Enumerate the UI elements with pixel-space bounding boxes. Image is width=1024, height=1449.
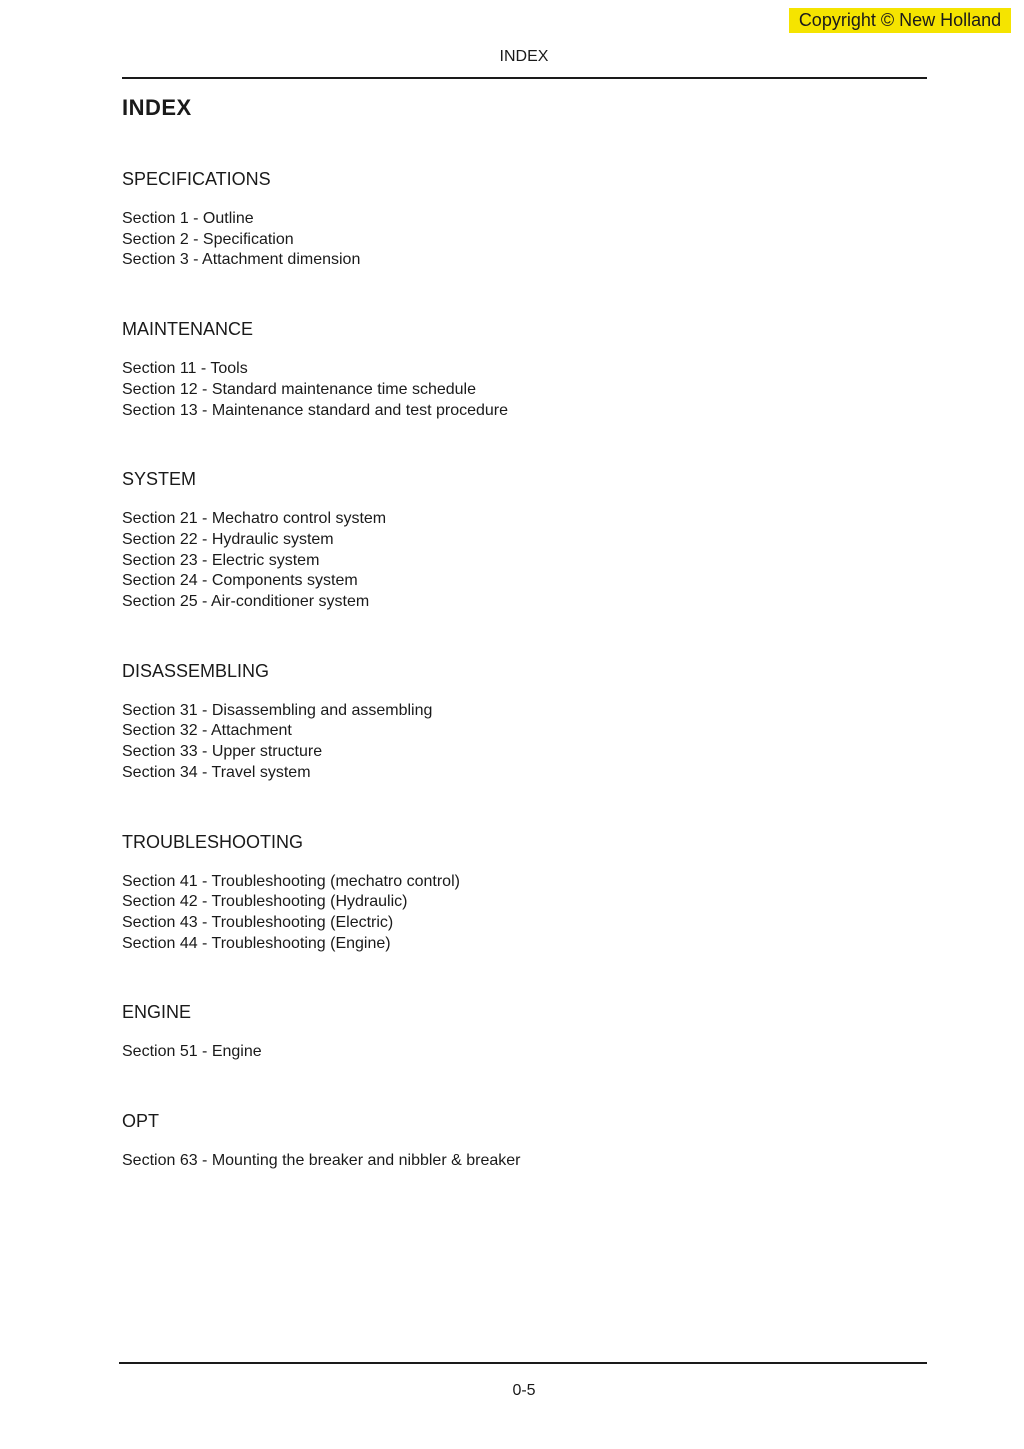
header-rule [122, 77, 927, 79]
group-heading: SPECIFICATIONS [122, 169, 271, 189]
toc-entry[interactable]: Section 42 - Troubleshooting (Hydraulic) [122, 893, 408, 911]
toc-entry[interactable]: Section 41 - Troubleshooting (mechatro control) [122, 872, 460, 890]
toc-entry[interactable]: Section 12 - Standard maintenance time schedule [122, 380, 476, 398]
toc-entry[interactable]: Section 44 - Troubleshooting (Engine) [122, 934, 391, 952]
toc-entry[interactable]: Section 51 - Engine [122, 1043, 262, 1061]
toc-group-specifications [122, 167, 922, 271]
toc-entry[interactable]: Section 63 - Mounting the breaker and nibbler & breaker [122, 1152, 521, 1170]
toc-entry[interactable]: Section 33 - Upper structure [122, 743, 323, 761]
toc-entry[interactable]: Section 24 - Components system [122, 572, 358, 590]
toc-entry[interactable]: Section 31 - Disassembling and assembling [122, 701, 433, 719]
toc-entry[interactable]: Section 11 - Tools [122, 360, 248, 378]
toc-entry[interactable]: Section 32 - Attachment [122, 722, 292, 740]
group-heading: MAINTENANCE [122, 319, 254, 340]
group-heading: TROUBLESHOOTING [122, 831, 304, 852]
running-header: INDEX [499, 48, 549, 65]
toc-entry[interactable]: Section 25 - Air-conditioner system [122, 593, 370, 611]
page-title: INDEX [122, 95, 192, 120]
toc-group-opt [122, 1109, 922, 1172]
toc-group-system [122, 467, 922, 613]
group-heading: OPT [122, 1111, 160, 1132]
toc-group-engine [122, 1000, 922, 1063]
toc-group-maintenance [122, 317, 922, 421]
toc-entry[interactable]: Section 13 - Maintenance standard and test procedure [122, 401, 509, 419]
toc-entry[interactable]: Section 3 - Attachment dimension [122, 251, 361, 269]
table-of-contents [122, 167, 922, 1218]
toc-entry[interactable]: Section 2 - Specification [122, 230, 294, 248]
toc-entry[interactable]: Section 1 - Outline [122, 210, 254, 227]
group-heading: ENGINE [122, 1002, 192, 1023]
toc-entry[interactable]: Section 21 - Mechatro control system [122, 510, 387, 528]
page-number: 0-5 [512, 1382, 536, 1399]
toc-entry[interactable]: Section 23 - Electric system [122, 551, 320, 569]
footer-rule [119, 1362, 927, 1364]
toc-entry[interactable]: Section 22 - Hydraulic system [122, 530, 334, 548]
toc-group-disassembling [122, 659, 922, 784]
copyright-badge: Copyright © New Holland [789, 8, 1011, 33]
toc-entry[interactable]: Section 34 - Travel system [122, 763, 311, 781]
group-heading: DISASSEMBLING [122, 660, 270, 681]
group-heading: SYSTEM [122, 469, 197, 490]
toc-group-troubleshooting [122, 830, 922, 955]
toc-entry[interactable]: Section 43 - Troubleshooting (Electric) [122, 913, 394, 931]
